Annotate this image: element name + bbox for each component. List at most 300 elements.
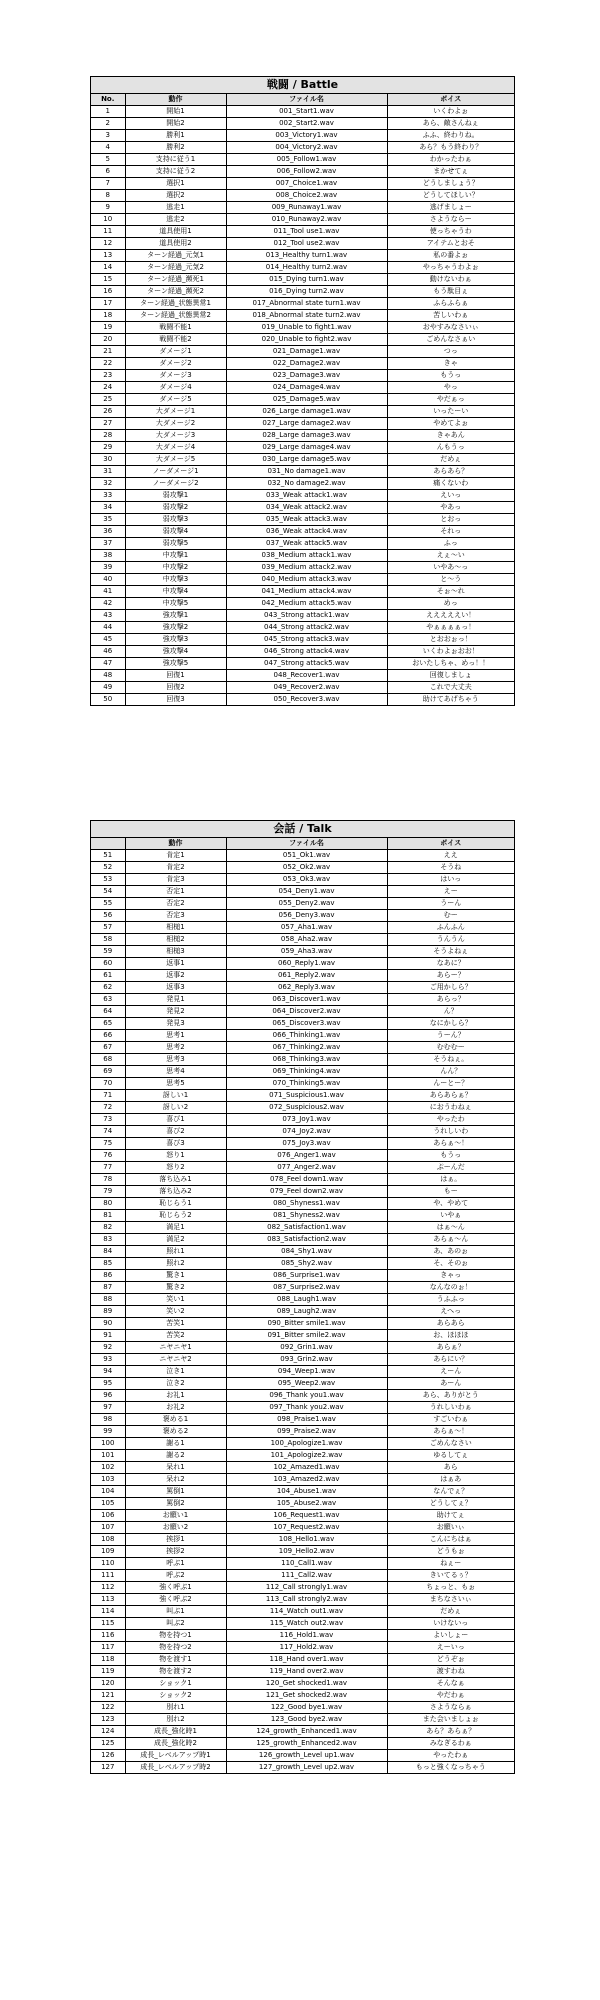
row-action: 落ち込み1: [125, 1174, 226, 1186]
row-action: 思考4: [125, 1066, 226, 1078]
row-no: 52: [91, 862, 125, 874]
row-action: 強攻撃5: [125, 658, 226, 670]
row-action: 謝る2: [125, 1450, 226, 1462]
battle-section-title: 戦闘 / Battle: [91, 77, 514, 94]
row-voice: どうもぉ: [387, 1546, 514, 1558]
row-file: 055_Deny2.wav: [226, 898, 387, 910]
table-row: [91, 910, 514, 922]
table-row: [91, 610, 514, 622]
row-action: 強攻撃1: [125, 610, 226, 622]
row-file: 121_Get shocked2.wav: [226, 1690, 387, 1702]
row-action: 肯定3: [125, 874, 226, 886]
row-no: 27: [91, 418, 125, 430]
row-voice: ごめんなさぁい: [387, 334, 514, 346]
row-no: 75: [91, 1138, 125, 1150]
row-file: 122_Good bye1.wav: [226, 1702, 387, 1714]
row-action: 相槌1: [125, 922, 226, 934]
row-no: 107: [91, 1522, 125, 1534]
row-file: 046_Strong attack4.wav: [226, 646, 387, 658]
row-no: 103: [91, 1474, 125, 1486]
row-action: 回復3: [125, 694, 226, 706]
row-action: 照れ1: [125, 1246, 226, 1258]
table-row: [91, 934, 514, 946]
row-action: 罵倒2: [125, 1498, 226, 1510]
row-voice: 逃げましょー: [387, 202, 514, 214]
row-file: 088_Laugh1.wav: [226, 1294, 387, 1306]
row-file: 091_Bitter smile2.wav: [226, 1330, 387, 1342]
row-voice: あら: [387, 1462, 514, 1474]
row-action: 褒める2: [125, 1426, 226, 1438]
row-no: 112: [91, 1582, 125, 1594]
row-no: 79: [91, 1186, 125, 1198]
row-file: 120_Get shocked1.wav: [226, 1678, 387, 1690]
row-file: 083_Satisfaction2.wav: [226, 1234, 387, 1246]
table-row: [91, 994, 514, 1006]
row-no: 123: [91, 1714, 125, 1726]
row-file: 062_Reply3.wav: [226, 982, 387, 994]
row-file: 101_Apologize2.wav: [226, 1450, 387, 1462]
row-voice: やったわ: [387, 1114, 514, 1126]
row-file: 036_Weak attack4.wav: [226, 526, 387, 538]
row-voice: におうわねぇ: [387, 1102, 514, 1114]
talk-voice-table: [90, 820, 515, 1774]
header-action: 動作: [125, 94, 226, 106]
table-row: [91, 1618, 514, 1630]
row-no: 101: [91, 1450, 125, 1462]
row-voice: うれしいわぁ: [387, 1402, 514, 1414]
row-no: 37: [91, 538, 125, 550]
row-voice: おいたしちゃ、めっ！！: [387, 658, 514, 670]
table-row: [91, 1546, 514, 1558]
row-no: 99: [91, 1426, 125, 1438]
row-action: 叫ぶ2: [125, 1618, 226, 1630]
row-no: 47: [91, 658, 125, 670]
row-voice: あら？もう終わり？: [387, 142, 514, 154]
row-file: 094_Weep1.wav: [226, 1366, 387, 1378]
table-row: [91, 1294, 514, 1306]
table-row: [91, 490, 514, 502]
row-no: 44: [91, 622, 125, 634]
row-no: 92: [91, 1342, 125, 1354]
table-row: [91, 1582, 514, 1594]
row-action: 物を持つ2: [125, 1642, 226, 1654]
table-row: [91, 1210, 514, 1222]
row-no: 15: [91, 274, 125, 286]
row-voice: あらあらぁ？: [387, 1090, 514, 1102]
table-row: [91, 322, 514, 334]
row-action: 呆れ2: [125, 1474, 226, 1486]
row-voice: あら、ありがとう: [387, 1390, 514, 1402]
row-file: 073_Joy1.wav: [226, 1114, 387, 1126]
row-no: 2: [91, 118, 125, 130]
row-no: 116: [91, 1630, 125, 1642]
row-no: 1: [91, 106, 125, 118]
row-no: 7: [91, 178, 125, 190]
row-no: 54: [91, 886, 125, 898]
row-file: 012_Tool use2.wav: [226, 238, 387, 250]
battle-table: [91, 94, 514, 705]
row-no: 13: [91, 250, 125, 262]
row-no: 125: [91, 1738, 125, 1750]
row-voice: えーん: [387, 1366, 514, 1378]
table-row: [91, 1378, 514, 1390]
row-action: ターン経過_元気1: [125, 250, 226, 262]
table-row: [91, 1702, 514, 1714]
table-row: [91, 550, 514, 562]
table-row: [91, 394, 514, 406]
row-voice: わかったわぁ: [387, 154, 514, 166]
row-action: ニヤニヤ2: [125, 1354, 226, 1366]
row-file: 029_Large damage4.wav: [226, 442, 387, 454]
row-action: 発見3: [125, 1018, 226, 1030]
table-row: [91, 862, 514, 874]
table-row: [91, 1402, 514, 1414]
row-no: 32: [91, 478, 125, 490]
row-voice: どうしてぇ？: [387, 1498, 514, 1510]
row-action: 怒り2: [125, 1162, 226, 1174]
table-row: [91, 694, 514, 706]
row-action: 弱攻撃2: [125, 502, 226, 514]
row-voice: そんなぁ: [387, 1678, 514, 1690]
table-row: [91, 466, 514, 478]
row-voice: ふんふん: [387, 922, 514, 934]
table-row: [91, 538, 514, 550]
table-row: [91, 646, 514, 658]
row-file: 058_Aha2.wav: [226, 934, 387, 946]
row-action: 中攻撃2: [125, 562, 226, 574]
row-action: 選択2: [125, 190, 226, 202]
row-action: 大ダメージ5: [125, 454, 226, 466]
table-row: [91, 1078, 514, 1090]
talk-section-title: 会話 / Talk: [91, 821, 514, 838]
row-action: 満足1: [125, 1222, 226, 1234]
table-row: [91, 1630, 514, 1642]
row-no: 12: [91, 238, 125, 250]
row-action: 別れ1: [125, 1702, 226, 1714]
row-file: 051_Ok1.wav: [226, 850, 387, 862]
table-row: [91, 1606, 514, 1618]
row-file: 076_Anger1.wav: [226, 1150, 387, 1162]
row-file: 049_Recover2.wav: [226, 682, 387, 694]
table-row: [91, 946, 514, 958]
row-no: 51: [91, 850, 125, 862]
row-action: お礼2: [125, 1402, 226, 1414]
row-no: 86: [91, 1270, 125, 1282]
row-file: 042_Medium attack5.wav: [226, 598, 387, 610]
row-action: ダメージ2: [125, 358, 226, 370]
row-file: 106_Request1.wav: [226, 1510, 387, 1522]
row-action: 弱攻撃3: [125, 514, 226, 526]
row-voice: 私の番よぉ: [387, 250, 514, 262]
row-action: 罵倒1: [125, 1486, 226, 1498]
row-no: 14: [91, 262, 125, 274]
row-no: 62: [91, 982, 125, 994]
row-file: 069_Thinking4.wav: [226, 1066, 387, 1078]
table-row: [91, 850, 514, 862]
table-row: [91, 1234, 514, 1246]
row-file: 044_Strong attack2.wav: [226, 622, 387, 634]
table-row: [91, 1474, 514, 1486]
row-file: 066_Thinking1.wav: [226, 1030, 387, 1042]
row-no: 117: [91, 1642, 125, 1654]
table-row: [91, 1150, 514, 1162]
table-row: [91, 514, 514, 526]
row-no: 87: [91, 1282, 125, 1294]
row-voice: いったーい: [387, 406, 514, 418]
row-action: 驚き2: [125, 1282, 226, 1294]
row-file: 109_Hello2.wav: [226, 1546, 387, 1558]
row-no: 55: [91, 898, 125, 910]
row-voice: はぁあ: [387, 1474, 514, 1486]
row-no: 85: [91, 1258, 125, 1270]
row-action: 発見1: [125, 994, 226, 1006]
table-row: [91, 190, 514, 202]
table-row: [91, 250, 514, 262]
row-voice: どうしてほしい？: [387, 190, 514, 202]
row-no: 84: [91, 1246, 125, 1258]
row-no: 83: [91, 1234, 125, 1246]
row-no: 122: [91, 1702, 125, 1714]
row-file: 099_Praise2.wav: [226, 1426, 387, 1438]
table-row: [91, 454, 514, 466]
row-voice: ん？: [387, 1006, 514, 1018]
row-no: 17: [91, 298, 125, 310]
row-action: 支持に従う2: [125, 166, 226, 178]
row-voice: あらあら？: [387, 466, 514, 478]
row-no: 63: [91, 994, 125, 1006]
row-file: 117_Hold2.wav: [226, 1642, 387, 1654]
row-voice: と～う: [387, 574, 514, 586]
row-no: 111: [91, 1570, 125, 1582]
row-voice: 渡すわね: [387, 1666, 514, 1678]
table-row: [91, 418, 514, 430]
row-file: 020_Unable to fight2.wav: [226, 334, 387, 346]
battle-voice-table: [90, 76, 515, 706]
row-action: 開始2: [125, 118, 226, 130]
row-action: ショック1: [125, 1678, 226, 1690]
row-action: 褒める1: [125, 1414, 226, 1426]
row-voice: うーん？: [387, 1030, 514, 1042]
row-action: ダメージ4: [125, 382, 226, 394]
row-no: 88: [91, 1294, 125, 1306]
row-no: 91: [91, 1330, 125, 1342]
row-voice: あら？あらぁ？: [387, 1726, 514, 1738]
row-no: 96: [91, 1390, 125, 1402]
row-no: 89: [91, 1306, 125, 1318]
row-action: 呆れ1: [125, 1462, 226, 1474]
row-file: 035_Weak attack3.wav: [226, 514, 387, 526]
row-no: 78: [91, 1174, 125, 1186]
row-file: 087_Surprise2.wav: [226, 1282, 387, 1294]
row-voice: あらぁ？: [387, 1342, 514, 1354]
row-no: 72: [91, 1102, 125, 1114]
row-voice: えぇ～い: [387, 550, 514, 562]
table-row: [91, 1054, 514, 1066]
table-row: [91, 334, 514, 346]
table-row: [91, 1438, 514, 1450]
table-row: [91, 574, 514, 586]
table-row: [91, 1318, 514, 1330]
row-voice: きゃ: [387, 358, 514, 370]
row-no: 90: [91, 1318, 125, 1330]
row-no: 69: [91, 1066, 125, 1078]
row-voice: やだぁっ: [387, 394, 514, 406]
row-action: 中攻撃5: [125, 598, 226, 610]
table-row: [91, 1522, 514, 1534]
row-no: 34: [91, 502, 125, 514]
row-voice: むむむー: [387, 1042, 514, 1054]
row-voice: やっ: [387, 382, 514, 394]
row-voice: あ、あのぉ: [387, 1246, 514, 1258]
row-action: 落ち込み2: [125, 1186, 226, 1198]
row-file: 037_Weak attack5.wav: [226, 538, 387, 550]
header-no: No.: [91, 94, 125, 106]
row-no: 94: [91, 1366, 125, 1378]
row-voice: よいしょー: [387, 1630, 514, 1642]
row-voice: どうしましょう？: [387, 178, 514, 190]
row-voice: あらにい？: [387, 1354, 514, 1366]
row-no: 30: [91, 454, 125, 466]
row-no: 98: [91, 1414, 125, 1426]
row-action: ターン経過_状態異常1: [125, 298, 226, 310]
row-file: 043_Strong attack1.wav: [226, 610, 387, 622]
table-row: [91, 1330, 514, 1342]
row-voice: や、やめて: [387, 1198, 514, 1210]
row-action: 弱攻撃4: [125, 526, 226, 538]
row-voice: やっちゃうわよぉ: [387, 262, 514, 274]
table-row: [91, 658, 514, 670]
row-action: 笑い2: [125, 1306, 226, 1318]
row-voice: ふらふらぁ: [387, 298, 514, 310]
table-row: [91, 1114, 514, 1126]
row-action: 成長_強化時2: [125, 1738, 226, 1750]
table-row: [91, 1390, 514, 1402]
row-action: 泣き1: [125, 1366, 226, 1378]
row-action: 訝しい2: [125, 1102, 226, 1114]
row-no: 120: [91, 1678, 125, 1690]
table-row: [91, 1198, 514, 1210]
row-action: 強攻撃3: [125, 634, 226, 646]
header-file: ファイル名: [226, 838, 387, 850]
table-row: [91, 406, 514, 418]
row-action: お願い2: [125, 1522, 226, 1534]
row-voice: おやすみなさいぃ: [387, 322, 514, 334]
row-file: 028_Large damage3.wav: [226, 430, 387, 442]
row-action: 成長_レベルアップ時1: [125, 1750, 226, 1762]
row-file: 005_Follow1.wav: [226, 154, 387, 166]
row-action: ターン経過_瀕死2: [125, 286, 226, 298]
row-file: 095_Weep2.wav: [226, 1378, 387, 1390]
row-action: 大ダメージ2: [125, 418, 226, 430]
row-file: 057_Aha1.wav: [226, 922, 387, 934]
row-file: 065_Discover3.wav: [226, 1018, 387, 1030]
table-row: [91, 382, 514, 394]
row-voice: どうぞぉ: [387, 1654, 514, 1666]
row-no: 50: [91, 694, 125, 706]
row-no: 126: [91, 1750, 125, 1762]
row-file: 077_Anger2.wav: [226, 1162, 387, 1174]
header-voice: ボイス: [387, 94, 514, 106]
row-file: 017_Abnormal state turn1.wav: [226, 298, 387, 310]
table-row: [91, 166, 514, 178]
row-file: 018_Abnormal state turn2.wav: [226, 310, 387, 322]
table-row: [91, 622, 514, 634]
row-voice: あーん: [387, 1378, 514, 1390]
row-no: 6: [91, 166, 125, 178]
table-row: [91, 274, 514, 286]
row-file: 082_Satisfaction1.wav: [226, 1222, 387, 1234]
row-action: ターン経過_元気2: [125, 262, 226, 274]
row-voice: きいてるぅ？: [387, 1570, 514, 1582]
table-row: [91, 670, 514, 682]
table-row: [91, 1042, 514, 1054]
row-no: 23: [91, 370, 125, 382]
row-action: 相槌3: [125, 946, 226, 958]
row-voice: 回復しましょ: [387, 670, 514, 682]
table-row: [91, 634, 514, 646]
table-row: [91, 886, 514, 898]
row-no: 102: [91, 1462, 125, 1474]
row-no: 40: [91, 574, 125, 586]
row-file: 040_Medium attack3.wav: [226, 574, 387, 586]
row-no: 56: [91, 910, 125, 922]
row-action: ターン経過_瀕死1: [125, 274, 226, 286]
table-row: [91, 142, 514, 154]
row-file: 001_Start1.wav: [226, 106, 387, 118]
row-no: 104: [91, 1486, 125, 1498]
table-row: [91, 178, 514, 190]
row-no: 65: [91, 1018, 125, 1030]
row-voice: ご用かしら？: [387, 982, 514, 994]
row-voice: とおおぉっ！: [387, 634, 514, 646]
row-action: 物を渡す2: [125, 1666, 226, 1678]
row-file: 016_Dying turn2.wav: [226, 286, 387, 298]
row-file: 118_Hand over1.wav: [226, 1654, 387, 1666]
row-no: 114: [91, 1606, 125, 1618]
row-no: 108: [91, 1534, 125, 1546]
row-file: 002_Start2.wav: [226, 118, 387, 130]
table-row: [91, 1162, 514, 1174]
table-row: [91, 1714, 514, 1726]
row-action: 相槌2: [125, 934, 226, 946]
row-file: 103_Amazed2.wav: [226, 1474, 387, 1486]
row-voice: きゃっ: [387, 1270, 514, 1282]
row-voice: 助けてぇ: [387, 1510, 514, 1522]
table-row: [91, 442, 514, 454]
row-action: お礼1: [125, 1390, 226, 1402]
row-action: 挨拶2: [125, 1546, 226, 1558]
row-file: 045_Strong attack3.wav: [226, 634, 387, 646]
row-action: 謝る1: [125, 1438, 226, 1450]
row-voice: そ、そのぉ: [387, 1258, 514, 1270]
row-no: 81: [91, 1210, 125, 1222]
table-row: [91, 898, 514, 910]
row-file: 113_Call strongly2.wav: [226, 1594, 387, 1606]
row-action: 強く呼ぶ2: [125, 1594, 226, 1606]
row-file: 072_Suspicious2.wav: [226, 1102, 387, 1114]
row-action: 開始1: [125, 106, 226, 118]
row-action: 物を持つ1: [125, 1630, 226, 1642]
row-action: 返事2: [125, 970, 226, 982]
row-voice: そうよねぇ: [387, 946, 514, 958]
header-file: ファイル名: [226, 94, 387, 106]
row-no: 74: [91, 1126, 125, 1138]
row-voice: とおっ: [387, 514, 514, 526]
row-voice: なんでぇ？: [387, 1486, 514, 1498]
row-no: 36: [91, 526, 125, 538]
row-file: 064_Discover2.wav: [226, 1006, 387, 1018]
row-action: 選択1: [125, 178, 226, 190]
